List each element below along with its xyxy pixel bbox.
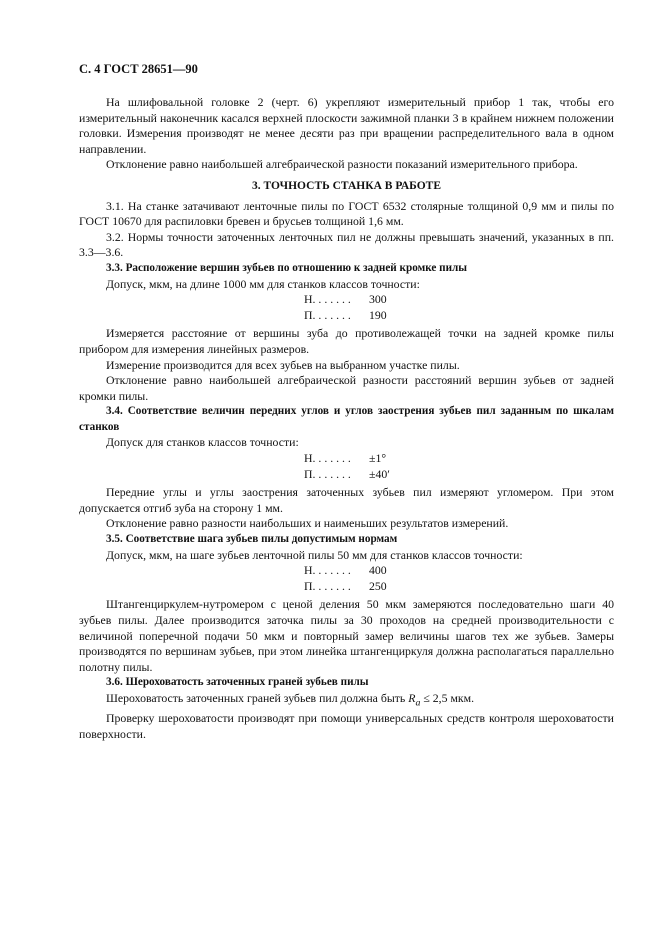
tolerance-row: [79, 308, 614, 324]
tolerance-value: 190: [369, 307, 387, 322]
paragraph: Проверку шероховатости производят при помощи универсальных средств контроля шероховатости поверхности.: [79, 710, 614, 741]
tolerance-row: [79, 467, 614, 483]
tolerance-row: [79, 451, 614, 467]
heading-3-6: 3.6. Шероховатость заточенных граней зубьев пилы: [106, 676, 369, 689]
paragraph-3-2: 3.2. Нормы точности заточенных ленточных пил не должны превышать значений, указанных в пп. 3.3—3.6.: [79, 229, 614, 260]
class-label: Н. . . . . . .: [304, 563, 351, 578]
paragraph: Штангенциркулем-нутромером с ценой деления 50 мкм замеряются последовательно шаги 40 зубьев пилы. Далее производится заточка пилы за 30 проходов на средней производительности с величиной поперечной подачи 50 мкм и повторный замер величины шагов тех же зубьев. Замеры производятся по вершинам зубьев, при этом линейка штангенциркуля должна располагаться параллельно полотну пилы.: [79, 597, 614, 674]
page-header: С. 4 ГОСТ 28651—90: [79, 62, 198, 76]
section-title: 3. ТОЧНОСТЬ СТАНКА В РАБОТЕ: [252, 179, 441, 192]
paragraph: Отклонение равно разности наибольших и наименьших результатов измерений.: [106, 516, 509, 531]
tolerance-table: [79, 292, 614, 323]
heading-3-4: 3.4. Соответствие величин передних углов и углов заострения зубьев пил заданным по шкалам станков: [79, 405, 614, 433]
document-body: [79, 95, 614, 742]
tolerance-lead: Допуск для станков классов точности:: [106, 435, 299, 450]
class-label: П. . . . . . .: [304, 466, 351, 481]
text-run: ≤ 2,5 мкм.: [420, 690, 475, 705]
paragraph: Отклонение равно наибольшей алгебраической разности расстояний вершин зубьев от задней кромки пилы.: [79, 373, 614, 403]
tolerance-value: 250: [369, 578, 387, 593]
paragraph: Передние углы и углы заострения заточенных зубьев пил измеряют угломером. При этом допускается отгиб зуба на сторону 1 мм.: [79, 485, 614, 515]
paragraph: Измеряется расстояние от вершины зуба до противолежащей точки на задней кромке пилы прибором для измерения линейных размеров.: [79, 326, 614, 356]
tolerance-lead: Допуск, мкм, на шаге зубьев ленточной пилы 50 мм для станков классов точности:: [106, 547, 523, 562]
tolerance-table: [79, 451, 614, 482]
class-label: П. . . . . . .: [304, 307, 351, 322]
heading-3-3: 3.3. Расположение вершин зубьев по отношению к задней кромке пилы: [106, 261, 468, 274]
text-run: Шероховатость заточенных граней зубьев пил должна быть: [106, 690, 409, 705]
heading-3-5: 3.5. Соответствие шага зубьев пилы допустимым нормам: [106, 533, 398, 546]
tolerance-row: [79, 292, 614, 308]
tolerance-lead: Допуск, мкм, на длине 1000 мм для станков классов точности:: [106, 276, 420, 291]
paragraph-3-1: 3.1. На станке затачивают ленточные пилы по ГОСТ 6532 столярные толщиной 0,9 мм и пилы по ГОСТ 10670 для распиловки бревен и брусьев толщиной 1,6 мм.: [79, 198, 614, 229]
paragraph: На шлифовальной головке 2 (черт. 6) укрепляют измерительный прибор 1 так, чтобы его измерительный наконечник касался верхней плоскости зажимной планки 3 в крайнем нижнем положении головки. Измерения производят не менее десяти раз при вращении распределительного вала в одном направлении.: [79, 95, 614, 156]
class-label: П. . . . . . .: [304, 578, 351, 593]
paragraph: Отклонение равно наибольшей алгебраической разности показаний измерительного прибора.: [106, 157, 578, 172]
tolerance-table: [79, 563, 614, 594]
tolerance-value: 400: [369, 563, 387, 578]
tolerance-value: ±1°: [369, 451, 387, 466]
roughness-requirement: [79, 691, 614, 711]
paragraph: Измерение производится для всех зубьев на выбранном участке пилы.: [106, 357, 460, 372]
class-label: Н. . . . . . .: [304, 292, 351, 307]
tolerance-value: ±40′: [369, 466, 390, 481]
tolerance-value: 300: [369, 292, 387, 307]
tolerance-row: [79, 563, 614, 579]
class-label: Н. . . . . . .: [304, 451, 351, 466]
tolerance-row: [79, 579, 614, 595]
ra-symbol: R: [408, 690, 416, 705]
ra-subscript: a: [415, 697, 421, 709]
